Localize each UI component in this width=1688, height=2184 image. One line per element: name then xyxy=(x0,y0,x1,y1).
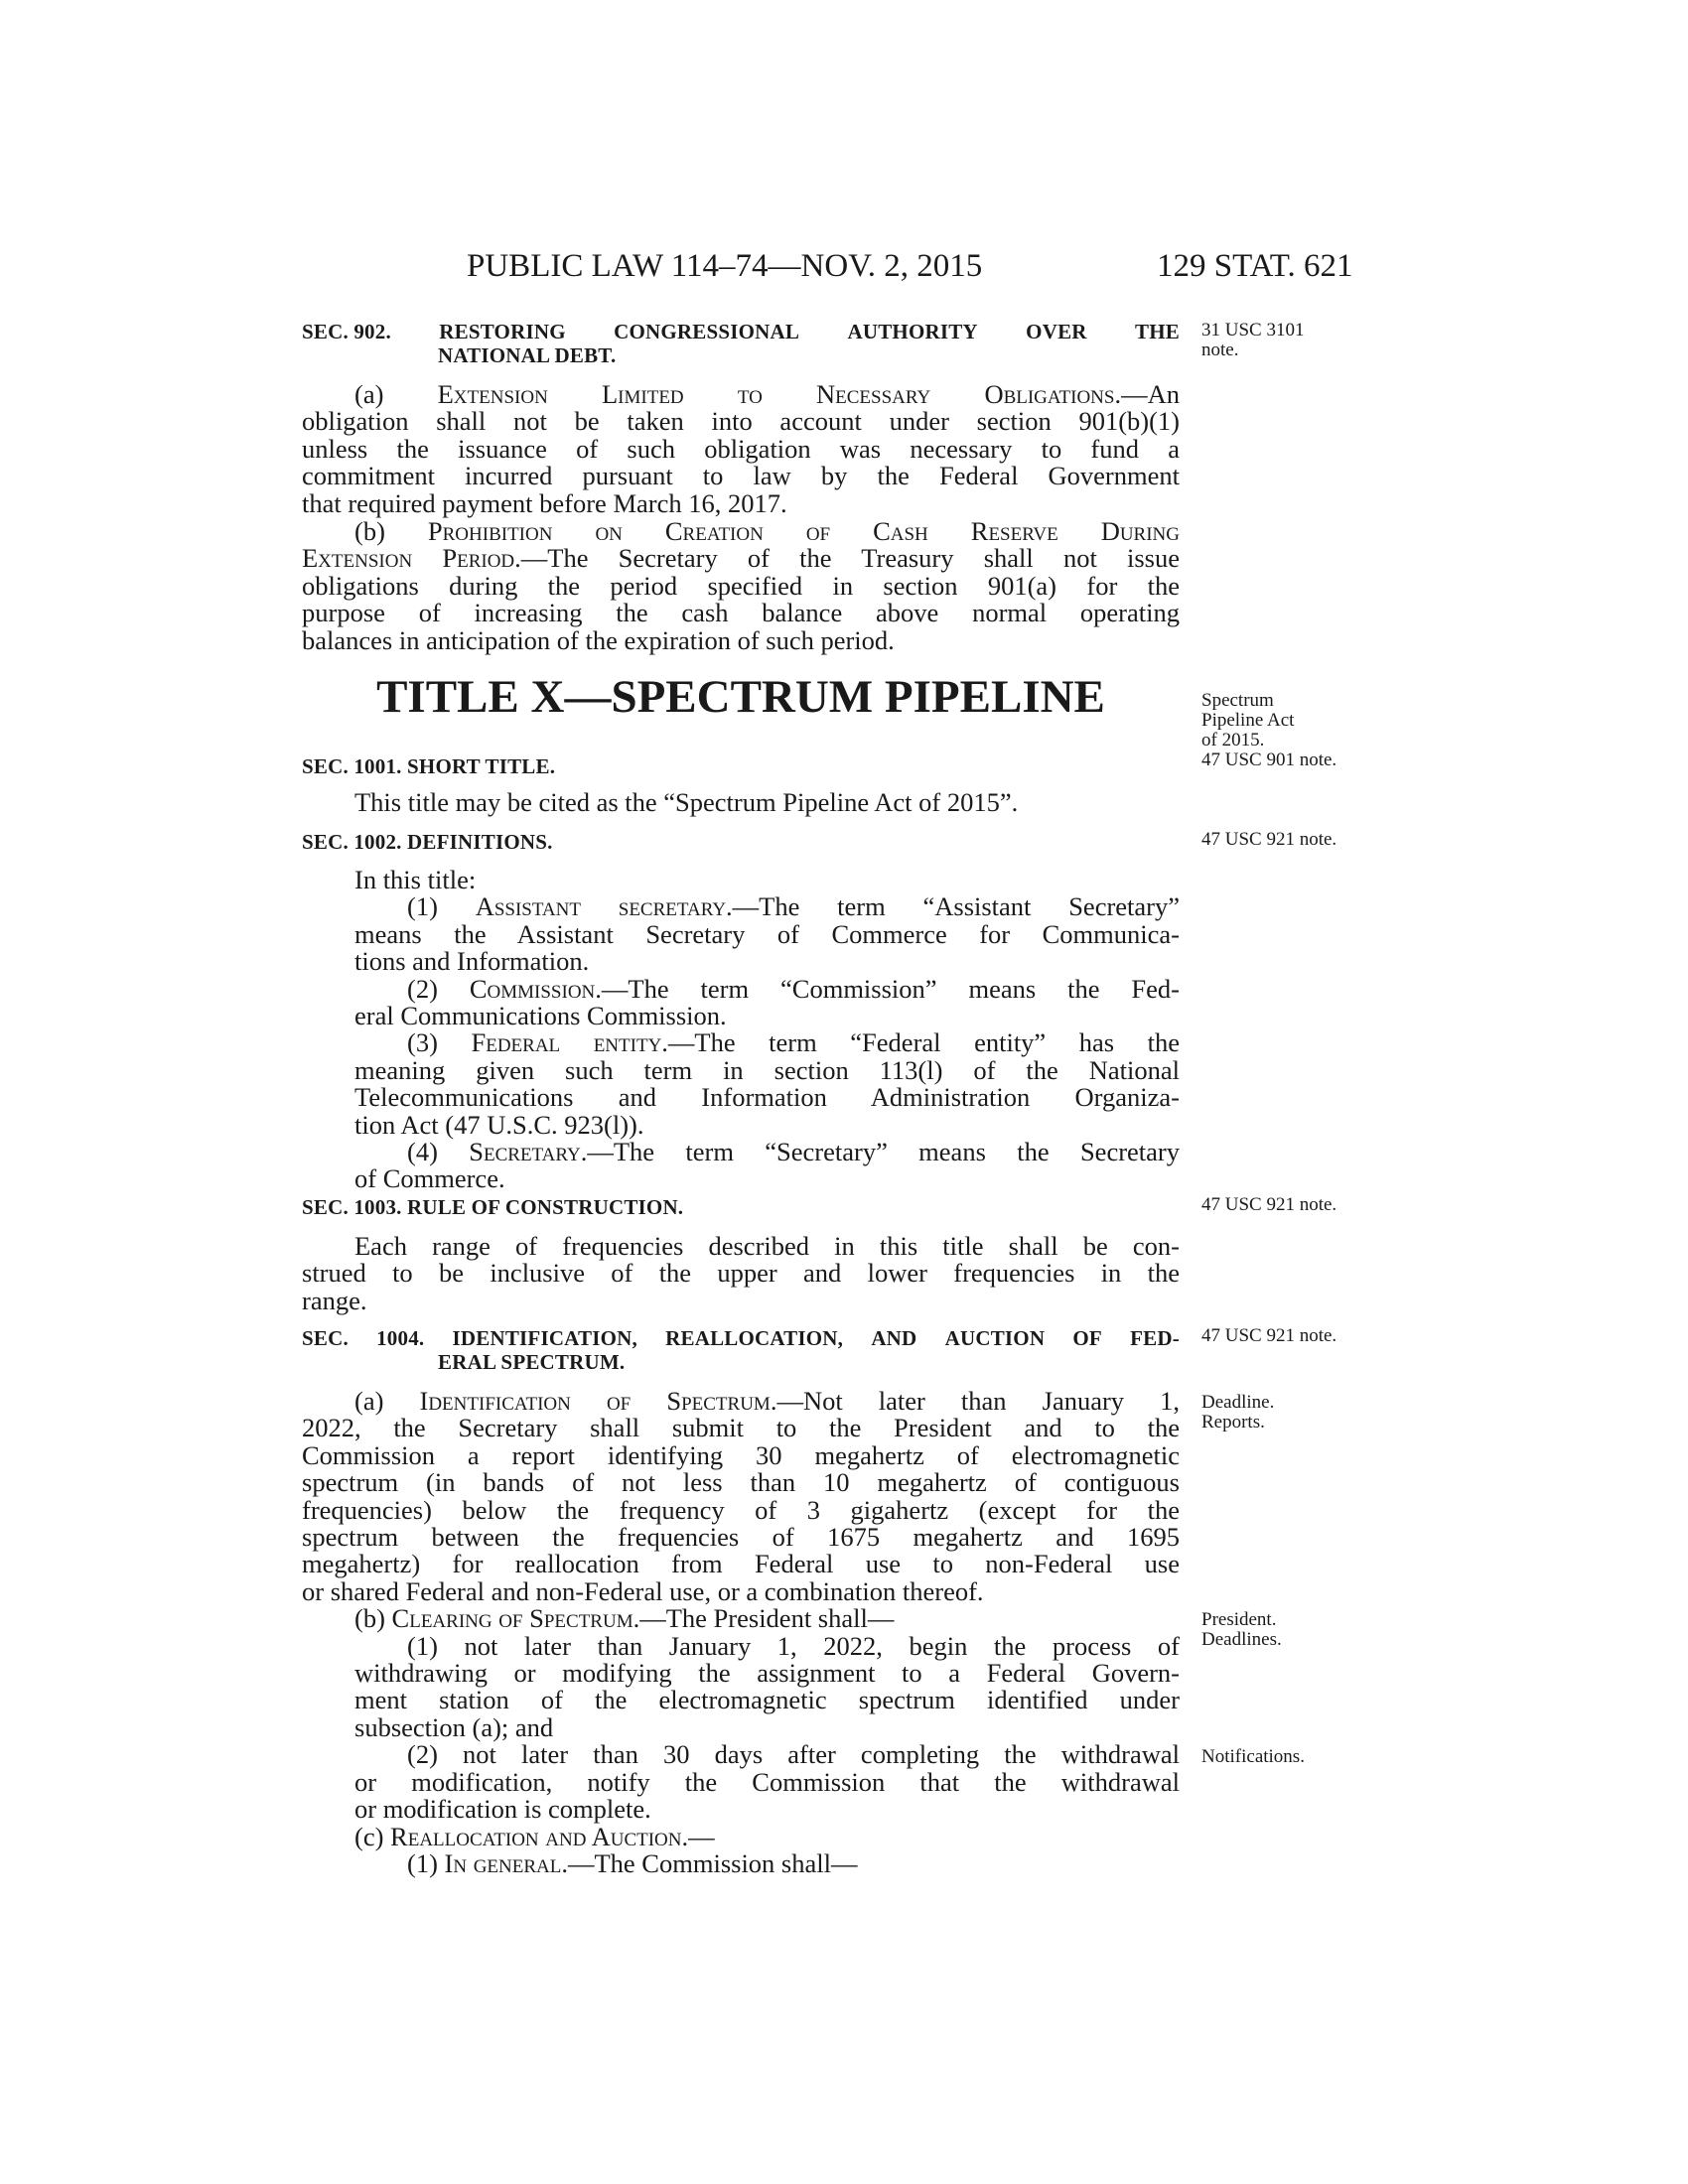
sec-1003-text: Each range of frequencies described in this title shall be con- strued to be inclusive of the upper and lower frequencies in the range. xyxy=(302,1231,1180,1315)
sec-902-a: (a) Extension Limited to Necessary Obligations.—An obligation shall not be taken into account under section 901(b)(1) unless the issuance of such obligation was necessary to fund a commitment incurred pursuant to law by the Federal Government that required payment before March 16, 2017. xyxy=(302,379,1180,518)
sec-1004-b-1: (1) not later than January 1, 2022, begin the process of xyxy=(407,1630,1180,1661)
margin-note-president-deadlines: President. Deadlines. xyxy=(1201,1609,1282,1650)
sec-1004-b-2: (2) not later than 30 days after completing the withdrawal xyxy=(407,1739,1180,1770)
sec-1002-heading: SEC. 1002. DEFINITIONS. xyxy=(302,830,553,854)
margin-note-usc-3101: 31 USC 3101 note. xyxy=(1201,320,1305,360)
sec-1003-heading: SEC. 1003. RULE OF CONSTRUCTION. xyxy=(302,1195,684,1219)
sec-1004-body: (a) Identification of Spectrum.—Not later than January 1, 2022, the Secretary shall submit to the President and to the Commission a report identifying 30 megahertz of electromagnetic spectrum (in bands of not less than 10 megahertz of contiguous frequencies) below the frequency of 3 gigahertz (except for the spectrum between the frequencies of 1675 megahertz and 1695 megahertz) for reallocation from Federal use to non-Federal use or shared Federal and non-Federal use, or a combination thereof. (b) Clearing of Spectrum.—The President shall— (1) not later than January 1, 2022, begin the process of withdrawing or modifying the assignment to a Federal Govern- ment station of the electromagnetic spectrum identified under subsection (a); and (2) not later than 30 days after completing the withdrawal or modification, notify the Commission that the withdrawal or modification is complete. (c) Reallocation and Auction.— (1) In general.—The Commission shall— xyxy=(302,1386,1180,1878)
sec-902-heading: SEC. 902. RESTORING CONGRESSIONAL AUTHORITY OVER THE NATIONAL DEBT. xyxy=(302,320,1180,367)
sec-1002-definitions: In this title: (1) Assistant secretary.—The term “Assistant Secretary” means the Assistant Secretary of Commerce for Communica- tions and Information. (2) Commission.—The term “Commission” means the Fed- eral Communications Commission. (3) Federal entity.—The term “Federal entity” has the meaning given such term in section 113(l) of the National Telecommunications and Information Administration Organiza- tion Act (47 U.S.C. 923(l)). (4) Secretary.—The term “Secretary” means the Secretary of Commerce. xyxy=(302,867,1180,1193)
sec-1004-a: (a) Identification of Spectrum.—Not later than January 1, xyxy=(354,1386,1180,1416)
page-reference: 129 STAT. 621 xyxy=(1157,248,1353,284)
sec-902-b: (b) Prohibition on Creation of Cash Reserve During Extension Period.—The Secretary of the Treasury shall not issue obligations during the period specified in section 901(a) for the purpose of increasing the cash balance above normal operating balances in anticipation of the expiration of such period. xyxy=(302,516,1180,655)
margin-note-identification: 47 USC 921 note. xyxy=(1201,1325,1337,1346)
sec-902-a-first-line: (a) Extension Limited to Necessary Obligations.—An xyxy=(354,379,1180,409)
title-heading: TITLE X—SPECTRUM PIPELINE xyxy=(376,671,1105,723)
sec-1004-b: (b) Clearing of Spectrum.—The President shall— xyxy=(354,1603,895,1634)
sec-1001-text: This title may be cited as the “Spectrum Pipeline Act of 2015”. xyxy=(354,787,1019,817)
sec-1004-c: (c) Reallocation and Auction.— xyxy=(354,1821,715,1851)
margin-note-construction: 47 USC 921 note. xyxy=(1201,1194,1337,1215)
sec-1004-heading: SEC. 1004. IDENTIFICATION, REALLOCATION, AND AUCTION OF FED- ERAL SPECTRUM. xyxy=(302,1326,1180,1374)
margin-note-deadline-reports: Deadline. Reports. xyxy=(1201,1392,1275,1433)
definition-2: (2) Commission.—The term “Commission” means the Fed- xyxy=(407,973,1180,1004)
margin-note-notifications: Notifications. xyxy=(1201,1746,1305,1767)
margin-note-short-title: Spectrum Pipeline Act of 2015. 47 USC 901 note. xyxy=(1201,690,1337,770)
running-title: PUBLIC LAW 114–74—NOV. 2, 2015 xyxy=(467,248,983,284)
sec-1004-c-1: (1) In general.—The Commission shall— xyxy=(407,1847,858,1878)
margin-note-definitions: 47 USC 921 note. xyxy=(1201,829,1337,850)
definition-3: (3) Federal entity.—The term “Federal entity” has the xyxy=(407,1027,1181,1058)
definition-1: (1) Assistant secretary.—The term “Assistant Secretary” xyxy=(407,891,1181,922)
sec-902-b-first-line: (b) Prohibition on Creation of Cash Reserve During xyxy=(354,516,1180,546)
definition-4: (4) Secretary.—The term “Secretary” means the Secretary xyxy=(407,1137,1180,1167)
sec-1001-heading: SEC. 1001. SHORT TITLE. xyxy=(302,754,556,778)
